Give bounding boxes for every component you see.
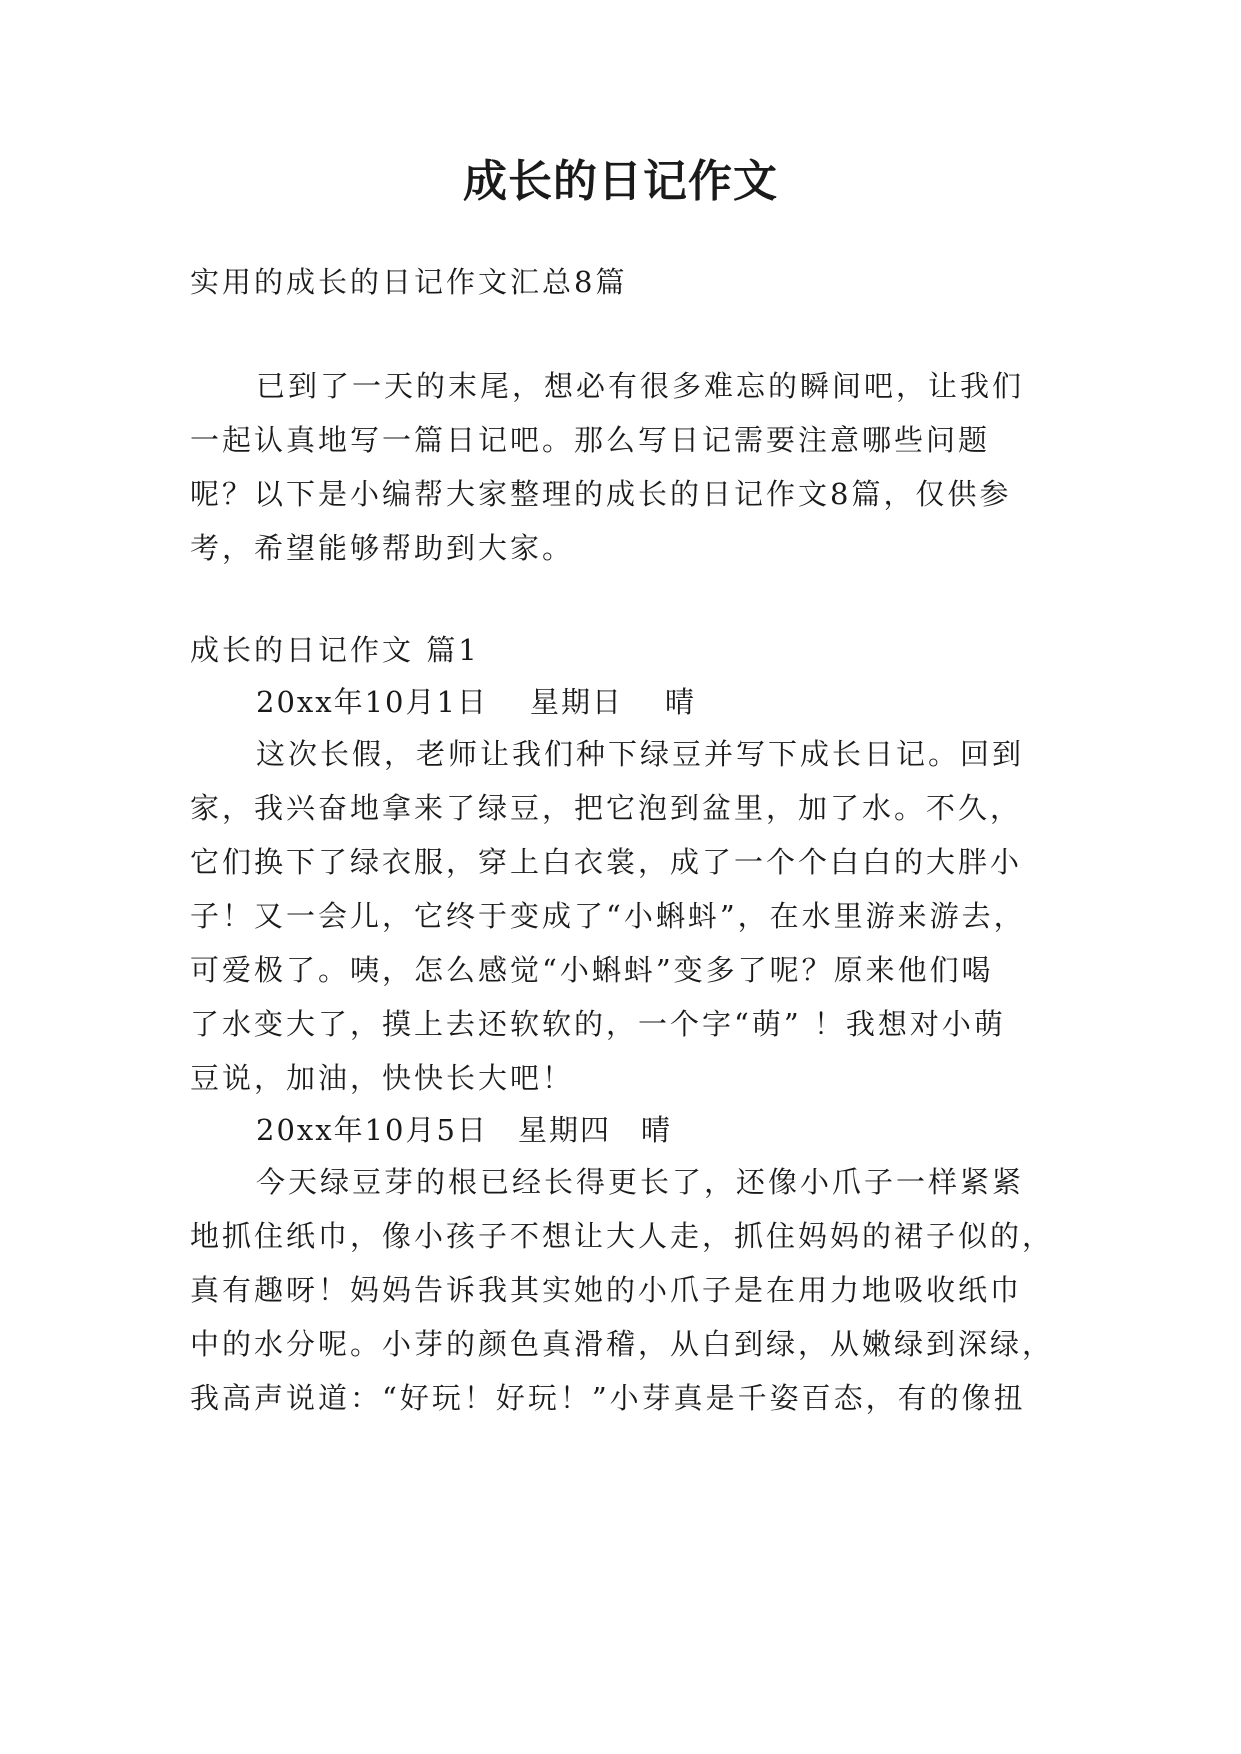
entry-date-line [256,1110,1156,1150]
entry-text-line: 可爱极了。咦，怎么感觉“小蝌蚪”变多了呢？原来他们喝 [190,953,994,987]
entry-text-line: 豆说，加油，快快长大吧！ [190,1061,575,1095]
entry-weekday: 星期四 [517,1113,611,1147]
entry-text-line: 这次长假，老师让我们种下绿豆并写下成长日记。回到 [256,737,1025,771]
entry-text-line: 我高声说道：“好玩！好玩！”小芽真是千姿百态，有的像扭 [190,1381,1026,1415]
intro-line: 已到了一天的末尾，想必有很多难忘的瞬间吧，让我们 [256,369,1025,403]
entry-weekday: 星期日 [529,685,623,719]
entry-text-line: 今天绿豆芽的根已经长得更长了，还像小爪子一样紧紧 [256,1165,1025,1199]
document-title: 成长的日记作文 [463,156,778,207]
entry-text-line: 它们换下了绿衣服，穿上白衣裳，成了一个个白白的大胖小 [190,845,1023,879]
entry-text-line: 子！又一会儿，它终于变成了“小蝌蚪”，在水里游来游去， [190,899,1026,933]
intro-line: 呢？以下是小编帮大家整理的成长的日记作文8篇，仅供参 [190,477,1012,511]
entry-date-line [256,682,1156,722]
document-subtitle: 实用的成长的日记作文汇总8篇 [190,265,628,299]
intro-line: 考，希望能够帮助到大家。 [190,531,575,565]
entry-text-line: 真有趣呀！妈妈告诉我其实她的小爪子是在用力地吸收纸巾 [190,1273,1023,1307]
entry-text-line: 地抓住纸巾，像小孩子不想让大人走，抓住妈妈的裙子似的， [190,1219,1055,1253]
entry-text-line: 了水变大了，摸上去还软软的，一个字“萌” ！我想对小萌 [190,1007,1006,1041]
intro-line: 一起认真地写一篇日记吧。那么写日记需要注意哪些问题 [190,423,991,457]
entry-text-line: 家，我兴奋地拿来了绿豆，把它泡到盆里，加了水。不久， [190,791,1023,825]
entry-date: 20xx年10月1日 [256,685,488,719]
entry-weather: 晴 [640,1113,672,1147]
entry-text-line: 中的水分呢。小芽的颜色真滑稽，从白到绿，从嫩绿到深绿， [190,1327,1055,1361]
entry-date: 20xx年10月5日 [256,1113,488,1147]
entry-weather: 晴 [664,685,696,719]
section-heading: 成长的日记作文 篇1 [190,633,480,667]
